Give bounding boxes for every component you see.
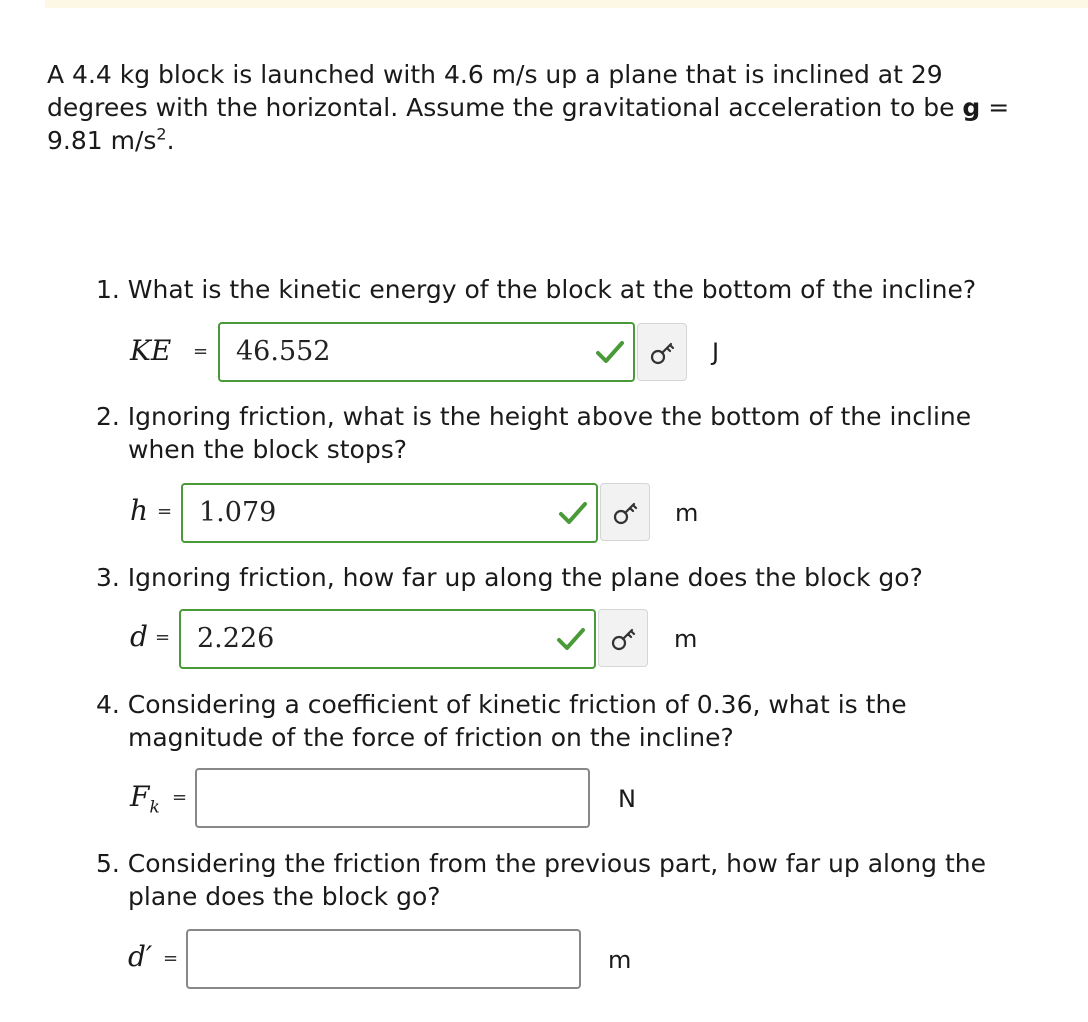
- unit-m: m: [608, 946, 632, 974]
- unit-j: J: [712, 338, 720, 366]
- g-symbol: g: [962, 93, 981, 122]
- hint-key-button[interactable]: [598, 609, 648, 667]
- question-2-text-line2: when the block stops?: [128, 435, 408, 464]
- intro-period: .: [166, 126, 175, 155]
- question-5-text: 5. Considering the friction from the previous part, how far up along the: [96, 849, 986, 878]
- hint-key-button[interactable]: [600, 483, 650, 541]
- check-icon: [556, 625, 586, 653]
- check-icon: [558, 499, 588, 527]
- answer-input-fk[interactable]: [195, 768, 590, 828]
- problem-statement: [47, 58, 1047, 157]
- question-4-text: 4. Considering a coefficient of kinetic friction of 0.36, what is the: [96, 690, 907, 719]
- unit-m: m: [675, 499, 699, 527]
- question-3-text: 3. Ignoring friction, how far up along the plane does the block go?: [96, 563, 923, 592]
- var-d-prime: d′: [128, 940, 153, 973]
- answer-input-h[interactable]: [181, 483, 598, 543]
- var-fk-subscript: k: [149, 797, 160, 818]
- unit-n: N: [618, 785, 636, 813]
- question-5-text-line2: plane does the block go?: [128, 882, 441, 911]
- intro-g-value: = 9.81 m/s: [47, 93, 1010, 155]
- hint-key-button[interactable]: [637, 323, 687, 381]
- answer-input-ke[interactable]: [218, 322, 635, 382]
- equals-sign: =: [193, 341, 209, 362]
- intro-exponent: 2: [156, 124, 167, 144]
- question-4-text-line2: magnitude of the force of friction on the incline?: [128, 723, 734, 752]
- var-h: h: [130, 494, 149, 527]
- answer-input-d[interactable]: [179, 609, 596, 669]
- top-banner: [45, 0, 1088, 8]
- intro-text: A 4.4 kg block is launched with 4.6 m/s up a plane that is inclined at 29 degrees with the horizontal. Assume the gravitational acceleration to be: [47, 60, 963, 122]
- equals-sign: =: [172, 787, 188, 808]
- answer-value: 2.226: [197, 623, 275, 654]
- key-icon: [610, 626, 638, 652]
- var-d: d: [130, 620, 148, 653]
- question-1-text: 1. What is the kinetic energy of the block at the bottom of the incline?: [96, 275, 977, 304]
- equals-sign: =: [157, 501, 173, 522]
- answer-value: 1.079: [199, 497, 277, 528]
- equals-sign: =: [163, 948, 179, 969]
- check-icon: [595, 338, 625, 366]
- answer-input-d-prime[interactable]: [186, 929, 581, 989]
- unit-m: m: [674, 625, 698, 653]
- equals-sign: =: [155, 627, 171, 648]
- key-icon: [649, 340, 677, 366]
- var-fk: [130, 780, 160, 825]
- answer-value: 46.552: [236, 336, 331, 367]
- key-icon: [612, 500, 640, 526]
- question-2-text: 2. Ignoring friction, what is the height above the bottom of the incline: [96, 402, 972, 431]
- var-ke: KE: [130, 334, 172, 367]
- var-fk-base: F: [130, 780, 150, 813]
